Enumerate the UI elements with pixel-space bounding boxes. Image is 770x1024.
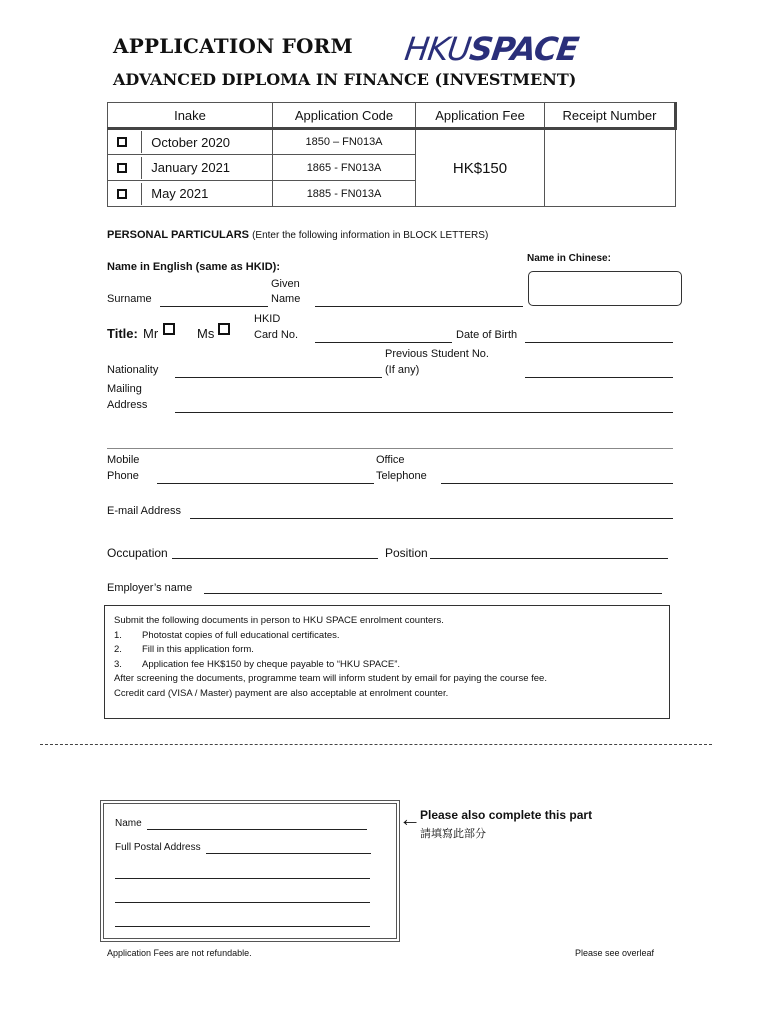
complete-part-note: Please also complete this part: [420, 808, 593, 822]
instructions-box: [104, 605, 670, 719]
given-name-label-1: Given: [271, 278, 300, 290]
mobile-label-2: Phone: [107, 470, 139, 482]
nationality-input[interactable]: [175, 377, 382, 378]
hkid-input[interactable]: [315, 342, 452, 343]
stub-name-label: Name: [115, 818, 142, 829]
stub-address-input-4[interactable]: [115, 926, 370, 927]
name-chinese-label: Name in Chinese:: [527, 253, 611, 264]
stub-address-input-1[interactable]: [206, 853, 371, 854]
checkbox-mr[interactable]: [163, 323, 175, 335]
col-application-fee: Application Fee: [416, 103, 545, 129]
mobile-input[interactable]: [157, 483, 374, 484]
complete-part-note-zh: 請填寫此部分: [420, 827, 486, 840]
given-name-label-2: Name: [271, 293, 301, 305]
occupation-label: Occupation: [107, 546, 168, 560]
checkbox-may-2021[interactable]: [117, 189, 127, 199]
instructions-after-1: After screening the documents, programme team will inform student by email for paying the course fee.: [114, 673, 547, 684]
instructions-intro: Submit the following documents in person to HKU SPACE enrolment counters.: [114, 615, 444, 626]
code-cell: 1885 - FN013A: [273, 181, 416, 207]
mailing-label-2: Address: [107, 399, 148, 411]
stub-address-input-2[interactable]: [115, 878, 370, 879]
office-label-2: Telephone: [376, 470, 427, 482]
mailing-address-input-2[interactable]: [107, 448, 673, 449]
form-title: APPLICATION FORM: [113, 34, 353, 58]
office-telephone-input[interactable]: [441, 483, 673, 484]
previous-student-label-1: Previous Student No.: [385, 348, 489, 360]
title-label: Title:: [107, 326, 138, 341]
employer-label: Employer’s name: [107, 582, 193, 594]
col-application-code: Application Code: [273, 103, 416, 129]
stub-address-input-3[interactable]: [115, 902, 370, 903]
intake-label: October 2020: [151, 134, 231, 150]
mobile-label-1: Mobile: [107, 454, 140, 466]
position-label: Position: [385, 546, 428, 560]
hkid-label-2: Card No.: [254, 329, 299, 341]
previous-student-input[interactable]: [525, 377, 673, 378]
previous-student-label-2: (If any): [385, 364, 420, 376]
instruction-item: 3. Application fee HK$150 by cheque payable to “HKU SPACE”.: [114, 658, 401, 670]
instruction-item: 2. Fill in this application form.: [114, 644, 254, 655]
dob-input[interactable]: [525, 342, 673, 343]
mailing-address-input-1[interactable]: [175, 412, 673, 413]
name-chinese-input[interactable]: [528, 271, 682, 306]
name-english-label: Name in English (same as HKID):: [107, 261, 280, 273]
programme-title: ADVANCED DIPLOMA IN FINANCE (INVESTMENT): [113, 70, 577, 89]
mr-label: Mr: [143, 326, 159, 341]
employer-input[interactable]: [204, 593, 662, 594]
intake-label: January 2021: [151, 160, 231, 175]
stub-address-label: Full Postal Address: [115, 842, 201, 853]
code-cell: 1865 - FN013A: [273, 155, 416, 181]
code-cell: 1850 – FN013A: [273, 129, 416, 155]
checkbox-january-2021[interactable]: [117, 163, 127, 173]
col-intake: Inake: [108, 103, 273, 129]
intake-table: [107, 102, 677, 207]
instructions-after-2: Ccredit card (VISA / Master) payment are also acceptable at enrolment counter.: [114, 687, 449, 699]
occupation-input[interactable]: [172, 558, 378, 559]
instruction-item: 1. Photostat copies of full educational certificates.: [114, 629, 340, 641]
fee-cell: HK$150: [416, 129, 545, 207]
ms-label: Ms: [197, 326, 215, 341]
hkid-label-1: HKID: [254, 313, 281, 325]
hku-space-logo: HKUSPACE: [402, 30, 581, 68]
return-slip-box: [100, 800, 400, 942]
nationality-label: Nationality: [107, 364, 159, 376]
table-row: [108, 129, 676, 155]
email-input[interactable]: [190, 518, 673, 519]
cut-line: [40, 744, 712, 745]
mailing-label-1: Mailing: [107, 383, 142, 395]
checkbox-ms[interactable]: [218, 323, 230, 335]
checkbox-october-2020[interactable]: [117, 137, 127, 147]
personal-particulars-heading: PERSONAL PARTICULARS (Enter the following information in BLOCK LETTERS): [107, 229, 489, 241]
receipt-number-cell: [545, 129, 676, 207]
arrow-left-icon: ←: [399, 806, 421, 831]
please-see-overleaf: Please see overleaf: [575, 948, 655, 958]
surname-label: Surname: [107, 293, 152, 305]
col-receipt-number: Receipt Number: [545, 103, 676, 129]
stub-name-input[interactable]: [147, 829, 367, 830]
office-label-1: Office: [376, 454, 405, 466]
intake-label: May 2021: [151, 186, 209, 201]
fees-not-refundable: Application Fees are not refundable.: [107, 948, 252, 958]
surname-input[interactable]: [160, 306, 268, 307]
given-name-input[interactable]: [315, 306, 523, 307]
email-label: E-mail Address: [107, 505, 181, 517]
position-input[interactable]: [430, 558, 668, 559]
dob-label: Date of Birth: [456, 329, 518, 341]
